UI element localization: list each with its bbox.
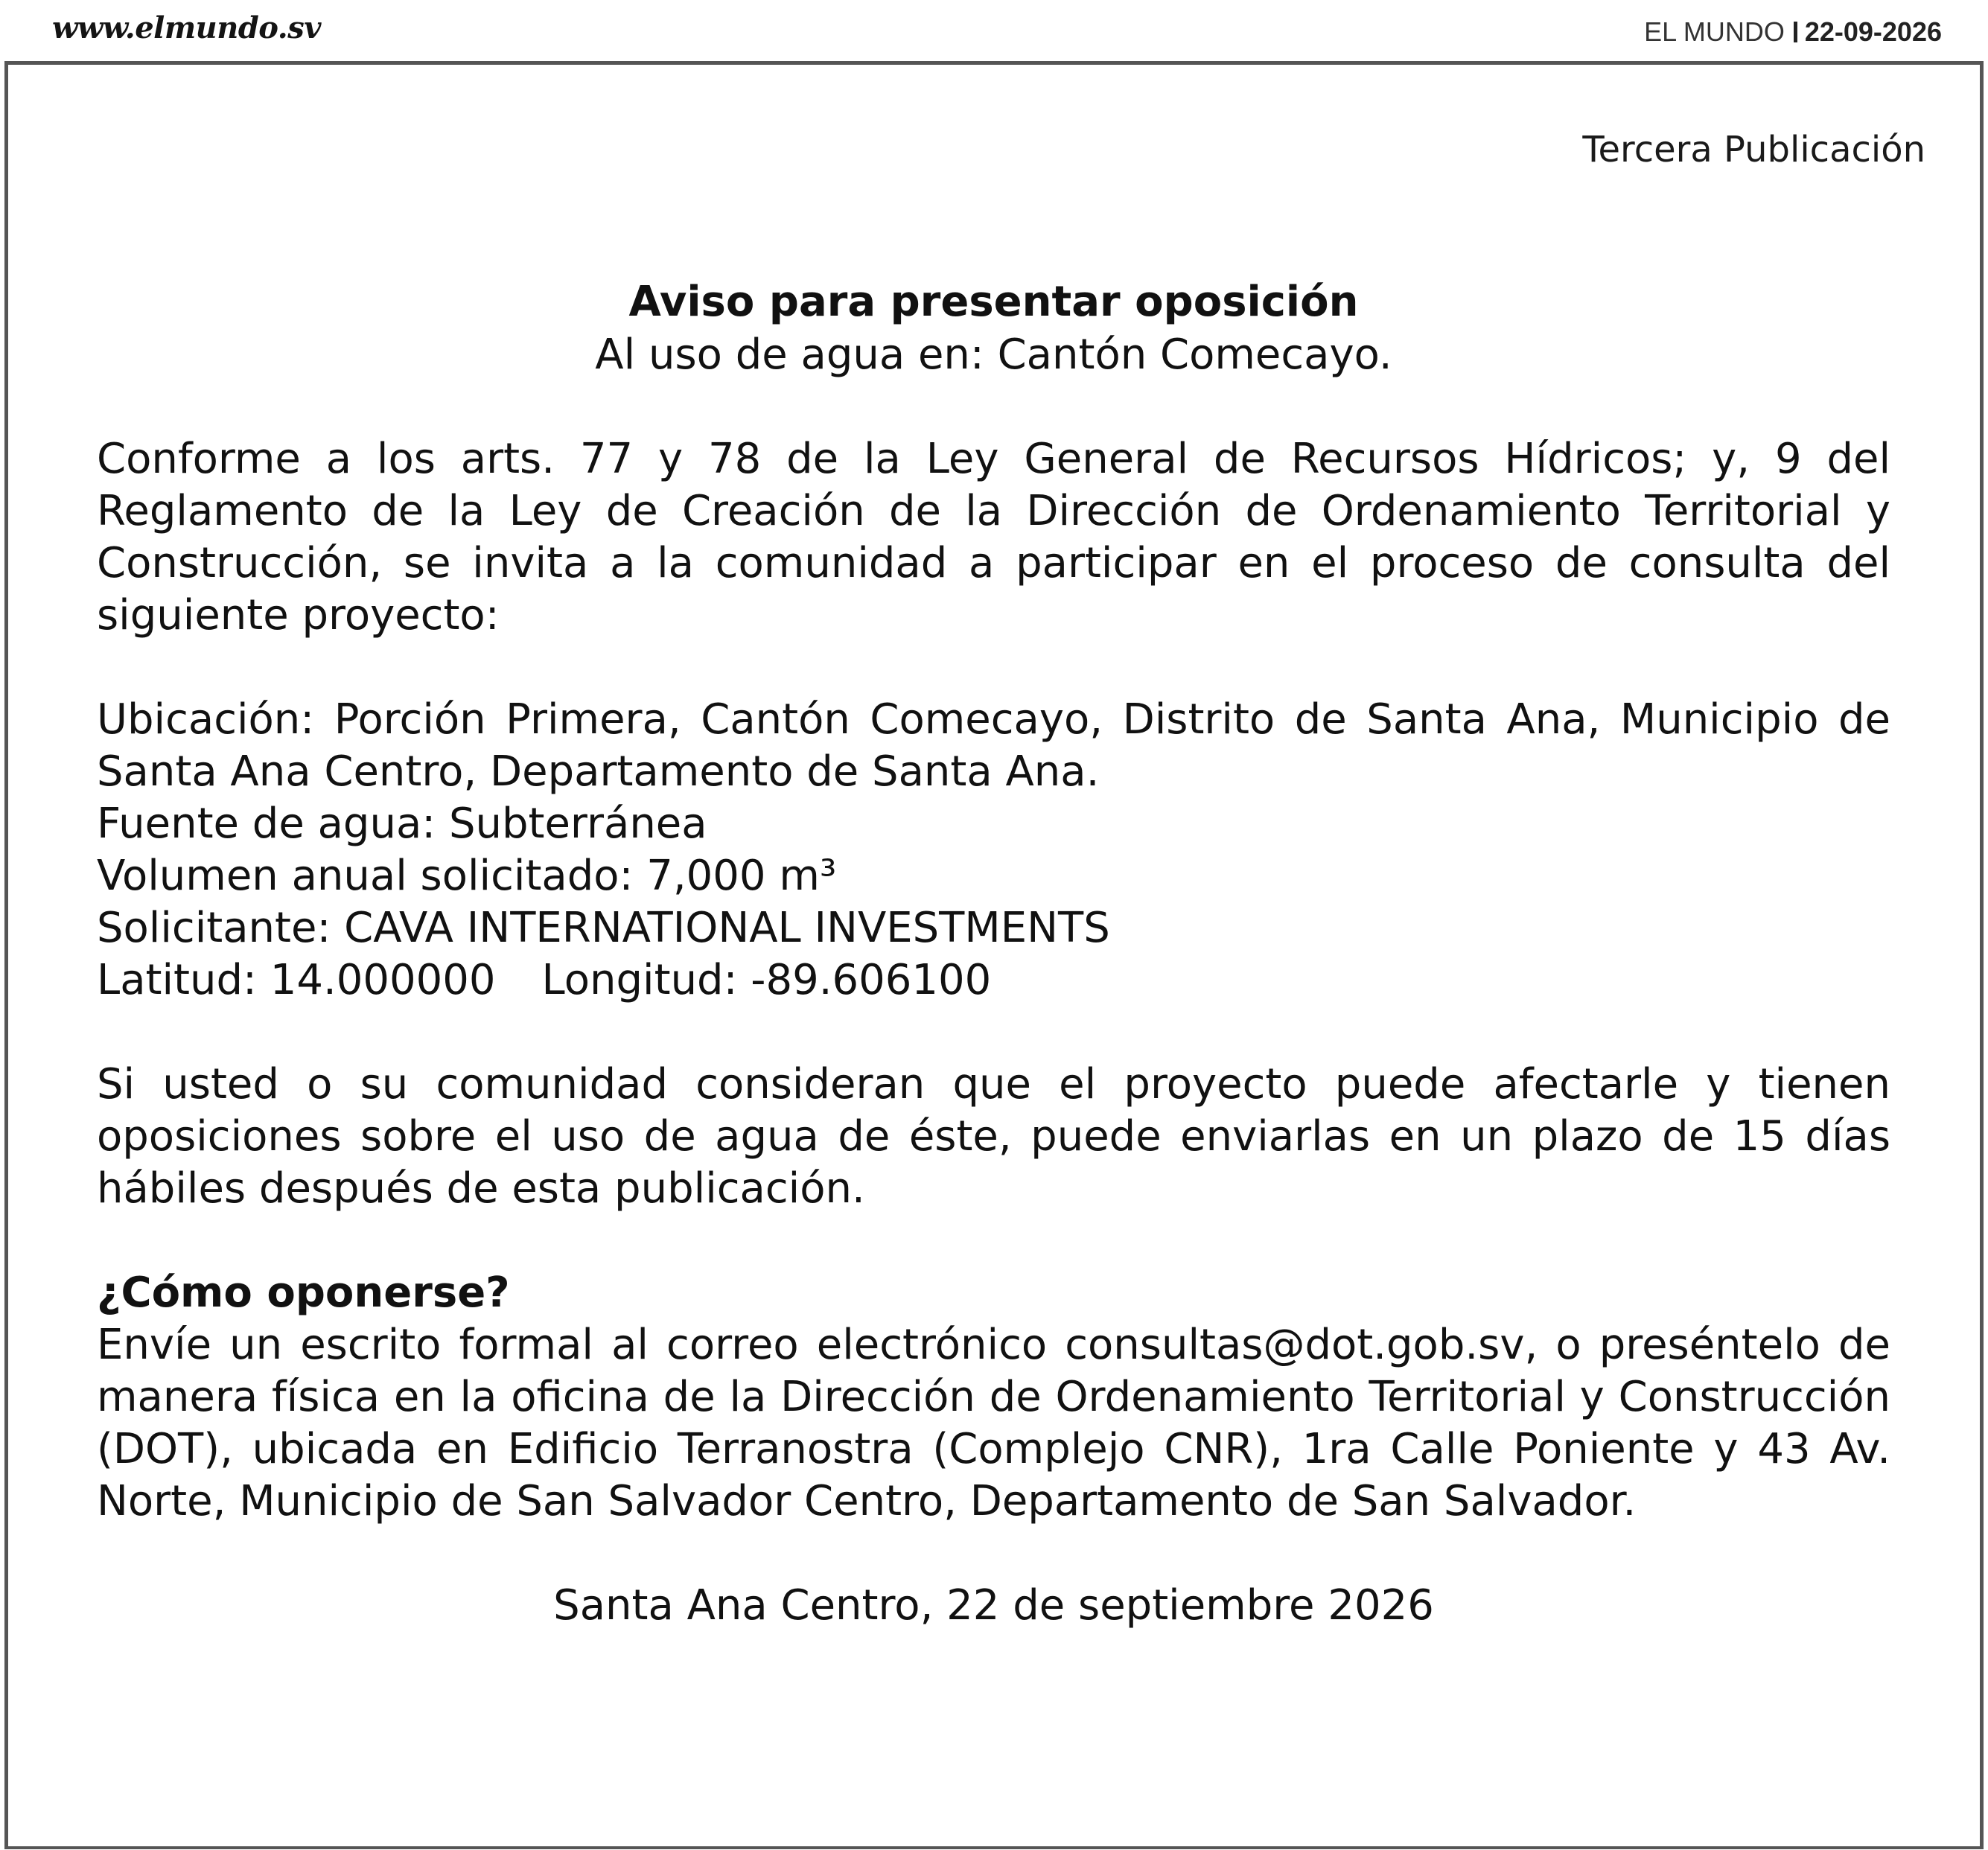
how-to-oppose-heading: ¿Cómo oponerse? <box>97 1269 510 1317</box>
intro-paragraph: Conforme a los arts. 77 y 78 de la Ley General de Recursos Hídricos; y, 9 del Reglamento de la Ley de Creación de la Dirección de Ordenamiento Territorial y Construcción, se invita a la comunidad a participar en el proceso de consulta del siguiente proyecto: <box>97 435 1890 639</box>
spacer <box>97 381 1890 433</box>
site-url: www.elmundo.sv <box>52 10 321 45</box>
publication-number: Tercera Publicación <box>1582 129 1925 170</box>
notice-title: Aviso para presentar oposición <box>628 278 1359 326</box>
spacer <box>97 1007 1890 1059</box>
header-divider <box>1794 22 1797 42</box>
detail-annual-volume: Volumen anual solicitado: 7,000 m³ <box>97 852 837 900</box>
detail-latitude: Latitud: 14.000000 <box>97 956 496 1004</box>
page-header <box>0 0 1988 61</box>
spacer <box>97 1215 1890 1267</box>
detail-longitude: Longitud: -89.606100 <box>541 956 992 1004</box>
detail-location: Ubicación: Porción Primera, Cantón Comecayo, Distrito de Santa Ana, Municipio de Santa Ana Centro, Departamento de Santa Ana. <box>97 695 1890 796</box>
opposition-paragraph: Si usted o su comunidad consideran que el proyecto puede afectarle y tienen oposiciones sobre el uso de agua de éste, puede enviarlas en un plazo de 15 días hábiles después de esta publicación. <box>97 1060 1890 1213</box>
notice-subtitle: Al uso de agua en: Cantón Comecayo. <box>595 331 1392 379</box>
spacer <box>97 642 1890 694</box>
spacer <box>97 1528 1890 1580</box>
how-to-oppose-paragraph: Envíe un escrito formal al correo electrónico consultas@dot.gob.sv, o preséntelo de manera física en la oficina de la Dirección de Ordenamiento Territorial y Construcción (DOT), ubicada en Edificio Terranostra (Complejo CNR), 1ra Calle Poniente y 43 Av. Norte, Municipio de San Salvador Centro, Departamento de San Salvador. <box>97 1321 1890 1525</box>
notice-body <box>97 208 1890 1632</box>
edition-date: 22-09-2026 <box>1804 16 1942 47</box>
detail-applicant: Solicitante: CAVA INTERNATIONAL INVESTMENTS <box>97 904 1110 952</box>
detail-coordinates <box>97 954 1890 1007</box>
edition-info <box>1644 16 1942 48</box>
newspaper-name: EL MUNDO <box>1644 16 1785 47</box>
closing-place-date: Santa Ana Centro, 22 de septiembre 2026 <box>553 1581 1434 1630</box>
detail-water-source: Fuente de agua: Subterránea <box>97 800 707 848</box>
